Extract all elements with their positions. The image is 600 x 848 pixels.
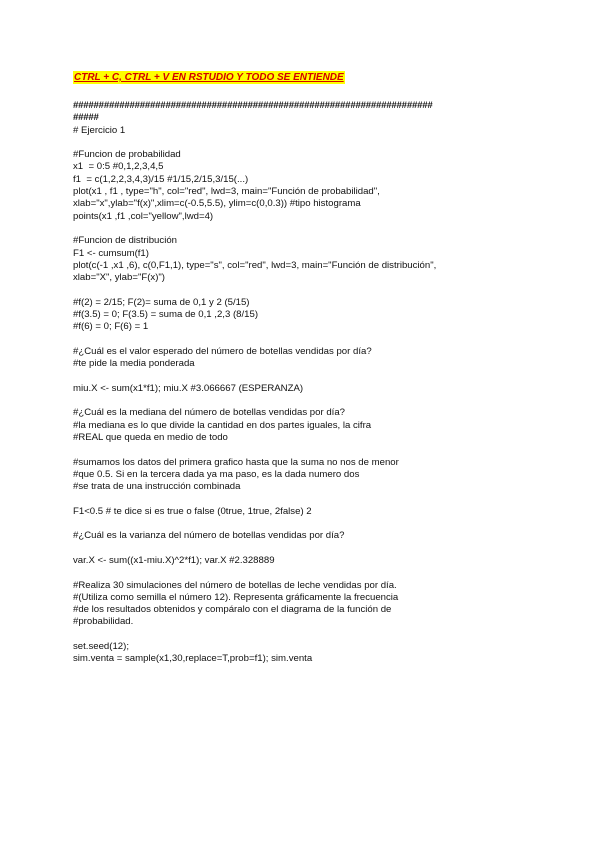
code-line: #probabilidad. bbox=[73, 616, 134, 628]
blank-line bbox=[73, 371, 533, 383]
r-code-block bbox=[73, 100, 533, 666]
code-line: ###################################################################### bbox=[73, 100, 433, 111]
code-line: f1 = c(1,2,2,3,4,3)/15 #1/15,2/15,3/15(...) bbox=[73, 173, 249, 185]
code-line: #Realiza 30 simulaciones del número de botellas de leche vendidas por día. bbox=[73, 579, 397, 591]
code-line: #se trata de una instrucción combinada bbox=[73, 481, 241, 493]
code-line: miu.X <- sum(x1*f1); miu.X #3.066667 (ESPERANZA) bbox=[73, 382, 304, 394]
code-line: #¿Cuál es el valor esperado del número de botellas vendidas por día? bbox=[73, 345, 372, 357]
blank-line bbox=[73, 334, 533, 346]
blank-line bbox=[73, 543, 533, 555]
code-line: sim.venta = sample(x1,30,replace=T,prob=f1); sim.venta bbox=[73, 653, 313, 665]
code-line: var.X <- sum((x1-miu.X)^2*f1); var.X #2.328889 bbox=[73, 554, 275, 566]
blank-line bbox=[73, 395, 533, 407]
highlighted-title: CTRL + C, CTRL + V EN RSTUDIO Y TODO SE ENTIENDE bbox=[74, 72, 344, 83]
code-line: plot(c(-1 ,x1 ,6), c(0,F1,1), type="s", col="red", lwd=3, main="Función de distribución", bbox=[73, 259, 437, 271]
code-line: points(x1 ,f1 ,col="yellow",lwd=4) bbox=[73, 210, 214, 222]
code-line: #te pide la media ponderada bbox=[73, 358, 195, 370]
code-line: F1<0.5 # te dice si es true o false (0true, 1true, 2false) 2 bbox=[73, 505, 312, 517]
blank-line bbox=[73, 223, 533, 235]
code-line: #f(2) = 2/15; F(2)= suma de 0,1 y 2 (5/15) bbox=[73, 296, 250, 308]
code-line: plot(x1 , f1 , type="h", col="red", lwd=3, main="Función de probabilidad", bbox=[73, 186, 380, 198]
code-line: # Ejercicio 1 bbox=[73, 124, 126, 136]
code-line: #que 0.5. Si en la tercera dada ya ma paso, es la dada numero dos bbox=[73, 468, 360, 480]
blank-line bbox=[73, 444, 533, 456]
code-line: #Funcion de distribución bbox=[73, 235, 177, 247]
code-line: #f(3.5) = 0; F(3.5) = suma de 0,1 ,2,3 (8/15) bbox=[73, 309, 259, 321]
code-line: xlab="X", ylab="F(x)") bbox=[73, 272, 165, 284]
code-line: x1 = 0:5 #0,1,2,3,4,5 bbox=[73, 161, 164, 173]
blank-line bbox=[73, 567, 533, 579]
blank-line bbox=[73, 494, 533, 506]
code-line: ##### bbox=[73, 112, 99, 124]
code-line: #sumamos los datos del primera grafico hasta que la suma no nos de menor bbox=[73, 456, 399, 468]
code-line: #¿Cuál es la varianza del número de botellas vendidas por día? bbox=[73, 530, 345, 542]
blank-line bbox=[73, 518, 533, 530]
code-line: #Funcion de probabilidad bbox=[73, 149, 181, 161]
code-line: #¿Cuál es la mediana del número de botellas vendidas por día? bbox=[73, 407, 345, 419]
code-line: #REAL que queda en medio de todo bbox=[73, 432, 228, 444]
blank-line bbox=[73, 284, 533, 296]
code-line: #(Utiliza como semilla el número 12). Representa gráficamente la frecuencia bbox=[73, 591, 399, 603]
blank-line bbox=[73, 629, 533, 641]
code-line: #f(6) = 0; F(6) = 1 bbox=[73, 321, 149, 333]
code-line: set.seed(12); bbox=[73, 641, 129, 653]
code-line: F1 <- cumsum(f1) bbox=[73, 247, 149, 259]
code-line: #de los resultados obtenidos y compáralo con el diagrama de la función de bbox=[73, 604, 392, 616]
blank-line bbox=[73, 137, 533, 149]
code-line: #la mediana es lo que divide la cantidad en dos partes iguales, la cifra bbox=[73, 419, 372, 431]
code-line: xlab="x",ylab="f(x)",xlim=c(-0.5,5.5), ylim=c(0,0.3)) #tipo histograma bbox=[73, 198, 361, 210]
